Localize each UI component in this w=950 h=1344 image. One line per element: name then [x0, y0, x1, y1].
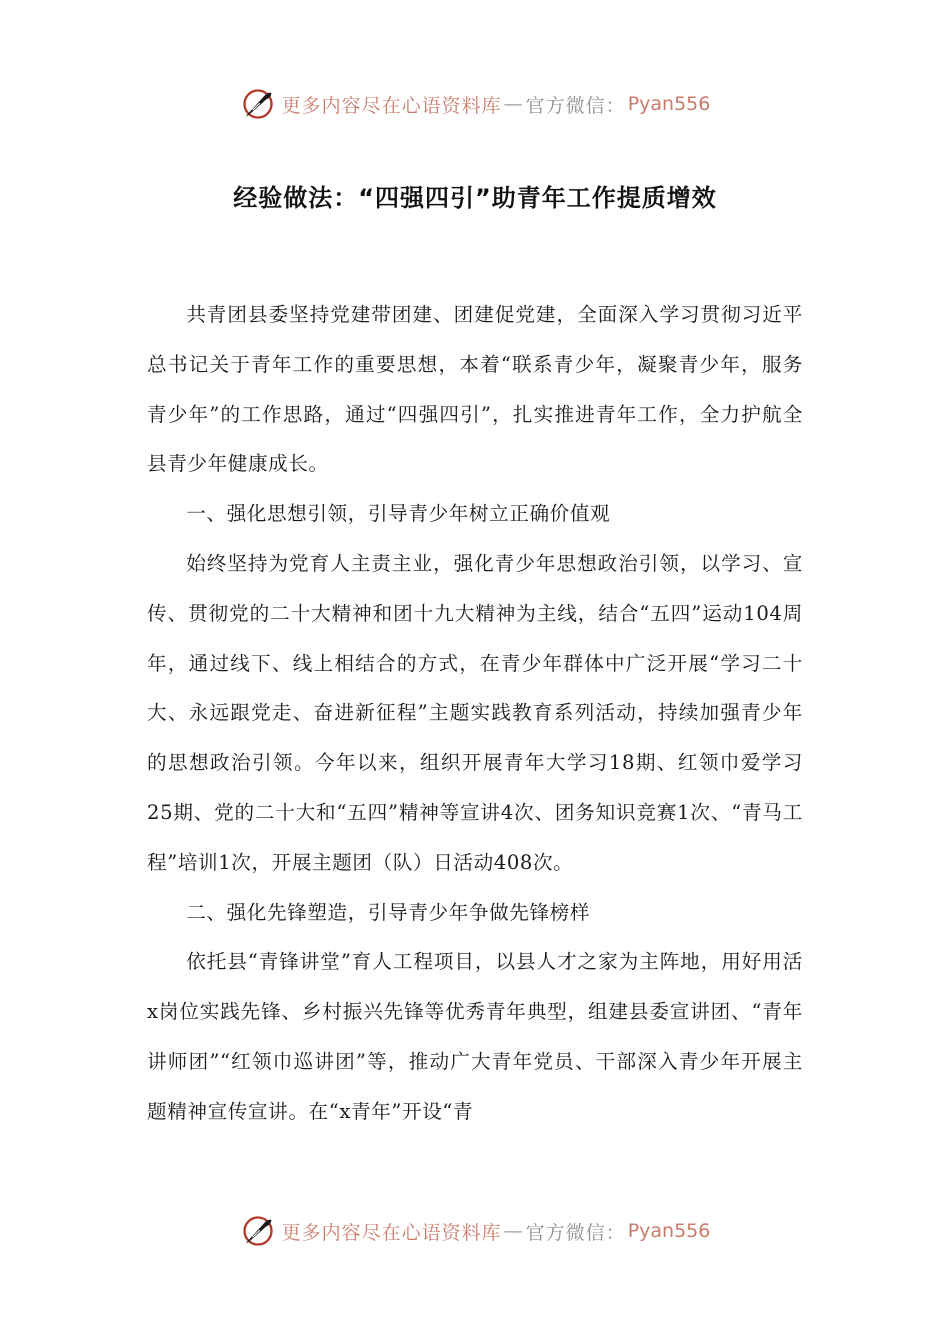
section-heading-2: 二、强化先锋塑造，引导青少年争做先锋榜样: [186, 900, 591, 924]
watermark-official-label: 官方微信：: [525, 94, 626, 117]
watermark-wechat-id: Pyan556: [627, 1220, 711, 1242]
document-body: [147, 290, 803, 1137]
paragraph-section-1: 始终坚持为党育人主责主业，强化青少年思想政治引领，以学习、宣传、贯彻党的二十大精神和团十九大精神为主线，结合“五四”运动104周年，通过线下、线上相结合的方式，在青少年群体中广泛开展“学习二十大、永远跟党走、奋进新征程”主题实践教育系列活动，持续加强青少年的思想政治引领。今年以来，组织开展青年大学习18期、红领巾爱学习25期、党的二十大和“五四”精神等宣讲4次、团务知识竞赛1次、“青马工程”培训1次，开展主题团（队）日活动408次。: [147, 551, 803, 874]
watermark-brand-text: 更多内容尽在心语资料库: [281, 1221, 502, 1244]
paragraph-intro: 共青团县委坚持党建带团建、团建促党建，全面深入学习贯彻习近平总书记关于青年工作的重要思想，本着“联系青少年，凝聚青少年，服务青少年”的工作思路，通过“四强四引”，扎实推进青年工作，全力护航全县青少年健康成长。: [147, 303, 803, 476]
quill-pen-logo-icon: [240, 86, 276, 122]
quill-pen-logo-icon: [240, 1213, 276, 1249]
watermark-footer: [0, 1213, 950, 1249]
watermark-official-label: 官方微信：: [525, 1221, 626, 1244]
watermark-dash: —: [503, 93, 524, 115]
paragraph-section-2: 依托县“青锋讲堂”育人工程项目，以县人才之家为主阵地，用好用活x岗位实践先锋、乡村振兴先锋等优秀青年典型，组建县委宣讲团、“青年讲师团”“红领巾巡讲团”等，推动广大青年党员、干部深入青少年开展主题精神宣传宣讲。在“x青年”开设“青: [147, 950, 803, 1123]
watermark-dash: —: [503, 1220, 524, 1242]
watermark-header: [0, 86, 950, 122]
section-heading-1: 一、强化思想引领，引导青少年树立正确价值观: [186, 502, 611, 526]
watermark-brand-text: 更多内容尽在心语资料库: [281, 94, 502, 117]
watermark-wechat-id: Pyan556: [627, 93, 711, 115]
document-title: 经验做法：“四强四引”助青年工作提质增效: [233, 184, 717, 212]
